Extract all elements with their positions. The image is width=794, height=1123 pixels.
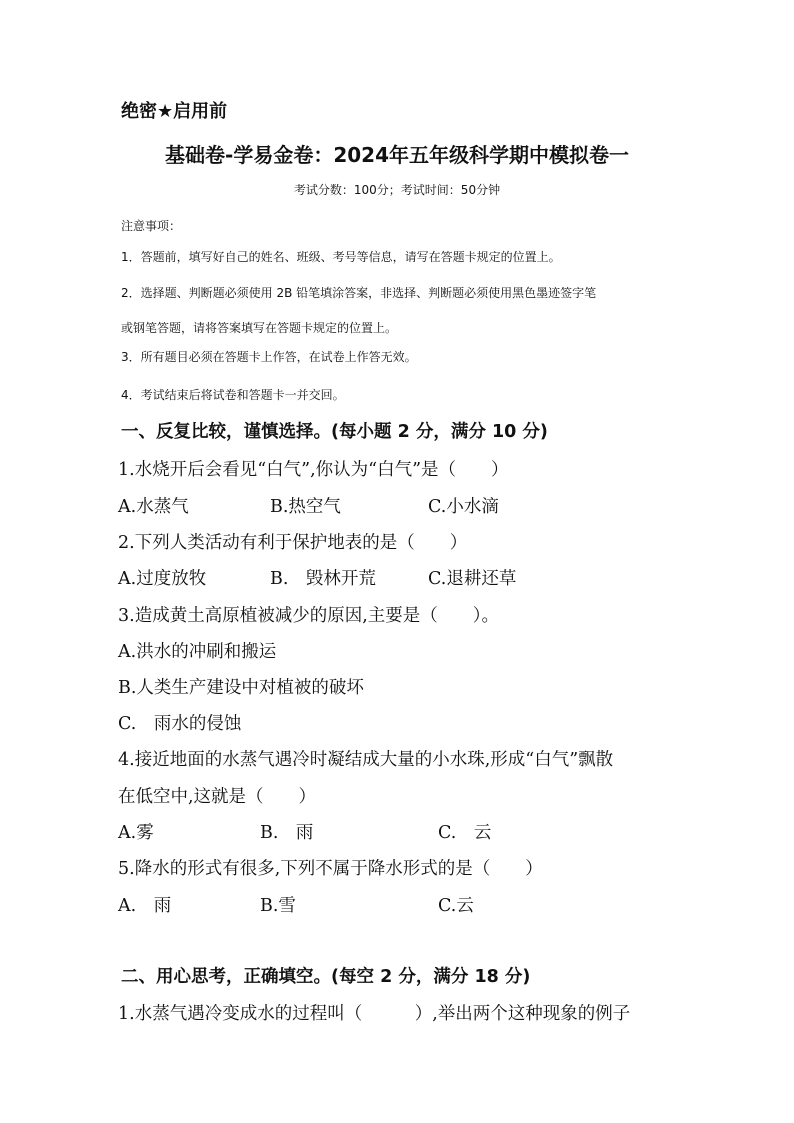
- question-5-option-c: C.云: [438, 896, 474, 916]
- question-5-option-a: A. 雨: [118, 896, 172, 916]
- question-1-option-b: B.热空气: [270, 497, 341, 517]
- section2-question-1-stem: 1.水蒸气遇冷变成水的过程叫（ ）,举出两个这种现象的例子: [118, 1004, 631, 1024]
- note-item-4: 4．考试结束后将试卷和答题卡一并交回。: [121, 388, 345, 402]
- secret-mark: 绝密★启用前: [121, 101, 228, 122]
- question-3-option-c: C. 雨水的侵蚀: [118, 714, 242, 734]
- section1-heading: 一、反复比较，谨慎选择。(每小题 2 分，满分 10 分): [121, 422, 548, 442]
- notes-heading: 注意事项：: [121, 219, 182, 233]
- question-2-stem: 2.下列人类活动有利于保护地表的是（ ）: [118, 533, 468, 553]
- question-3-option-a: A.洪水的冲刷和搬运: [118, 642, 277, 662]
- question-4-stem-cont: 在低空中,这就是（ ）: [118, 787, 317, 807]
- question-4-option-b: B. 雨: [260, 823, 314, 843]
- question-4-option-c: C. 云: [438, 823, 492, 843]
- question-1-option-c: C.小水滴: [428, 497, 499, 517]
- question-2-option-a: A.过度放牧: [118, 569, 207, 589]
- question-1-stem: 1.水烧开后会看见“白气”,你认为“白气”是（ ）: [118, 460, 509, 480]
- question-4-option-a: A.雾: [118, 823, 154, 843]
- question-2-option-c: C.退耕还草: [428, 569, 517, 589]
- question-3-stem: 3.造成黄土高原植被减少的原因,主要是（ ）。: [118, 606, 500, 626]
- section2-heading: 二、用心思考，正确填空。(每空 2 分，满分 18 分): [121, 967, 531, 987]
- question-3-option-b: B.人类生产建设中对植被的破坏: [118, 678, 364, 698]
- note-item-1: 1．答题前，填写好自己的姓名、班级、考号等信息，请写在答题卡规定的位置上。: [121, 250, 561, 264]
- note-item-2-cont: 或钢笔答题，请将答案填写在答题卡规定的位置上。: [121, 321, 398, 335]
- note-item-3: 3．所有题目必须在答题卡上作答，在试卷上作答无效。: [121, 350, 417, 364]
- exam-info: 考试分数：100分；考试时间：50分钟: [293, 183, 501, 197]
- question-4-stem: 4.接近地面的水蒸气遇冷时凝结成大量的小水珠,形成“白气”飘散: [118, 750, 614, 770]
- exam-title: 基础卷-学易金卷：2024年五年级科学期中模拟卷一: [165, 143, 629, 167]
- question-1-option-a: A.水蒸气: [118, 497, 189, 517]
- question-2-option-b: B. 毁林开荒: [270, 569, 376, 589]
- question-5-stem: 5.降水的形式有很多,下列不属于降水形式的是（ ）: [118, 859, 543, 879]
- note-item-2: 2．选择题、判断题必须使用 2B 铅笔填涂答案，非选择、判断题必须使用黑色墨迹签字笔: [121, 286, 597, 300]
- question-5-option-b: B.雪: [260, 896, 296, 916]
